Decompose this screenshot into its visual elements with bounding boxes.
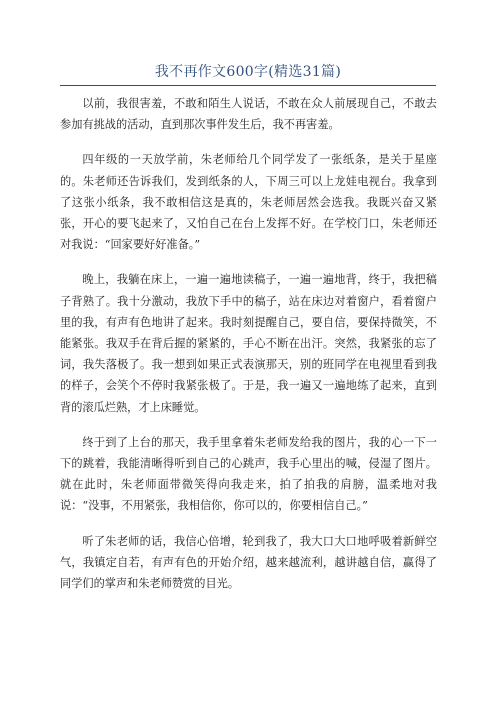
paragraph: 终于到了上台的那天，我手里拿着朱老师发给我的图片，我的心一下一下的跳着，我能清晰得听到自己的心跳声，我手心里出的喊，侵湿了图片。就在此时，朱老师面带微笑得向我走来，拍了拍我的肩膀，温柔地对我说：“没事，不用紧张，我相信你，你可以的，你要相信自己。”: [60, 435, 437, 513]
document-title: 我不再作文600字(精选31篇): [154, 64, 342, 80]
title-divider: [60, 85, 436, 86]
paragraph: 以前，我很害羞，不敢和陌生人说话，不敢在众人前展现自己，不敢去参加有挑战的活动，直到那次事件发生后，我不再害羞。: [60, 97, 437, 132]
paragraph: 听了朱老师的话，我信心倍增，轮到我了，我大口大口地呼吸着新鲜空气，我镇定自若，有声有色的开始介绍，越来越流利，越讲越自信，赢得了同学们的掌声和朱老师赞赏的目光。: [60, 534, 437, 591]
paragraph: 晚上，我躺在床上，一遍一遍地读稿子，一遍一遍地背，终于，我把稿子背熟了。我十分激动，我放下手中的稿子，站在床边对着窗户，看着窗户里的我，有声有色地讲了起来。我时刻提醒自己，要自信，要保持微笑，不能紧张。我双手在背后握的紧紧的，手心不断在出汗。突然，我紧张的忘了词，我失落极了。我一想到如果正式表演那天，别的班同学在电视里看到我的样子，会笑个不停时我紧张极了。于是，我一遍又一遍地练了起来，直到背的滚瓜烂熟，才上床睡觉。: [60, 273, 437, 414]
document-body: [60, 93, 437, 608]
paragraph: 四年级的一天放学前，朱老师给几个同学发了一张纸条，是关于星座的。朱老师还告诉我们，发到纸条的人，下周三可以上龙娃电视台。我拿到了这张小纸条，我不敢相信这是真的，朱老师居然会选我。我既兴奋又紧张，开心的要飞起来了，又怕自己在台上发挥不好。在学校门口，朱老师还对我说：“回家要好好准备。”: [60, 153, 437, 252]
